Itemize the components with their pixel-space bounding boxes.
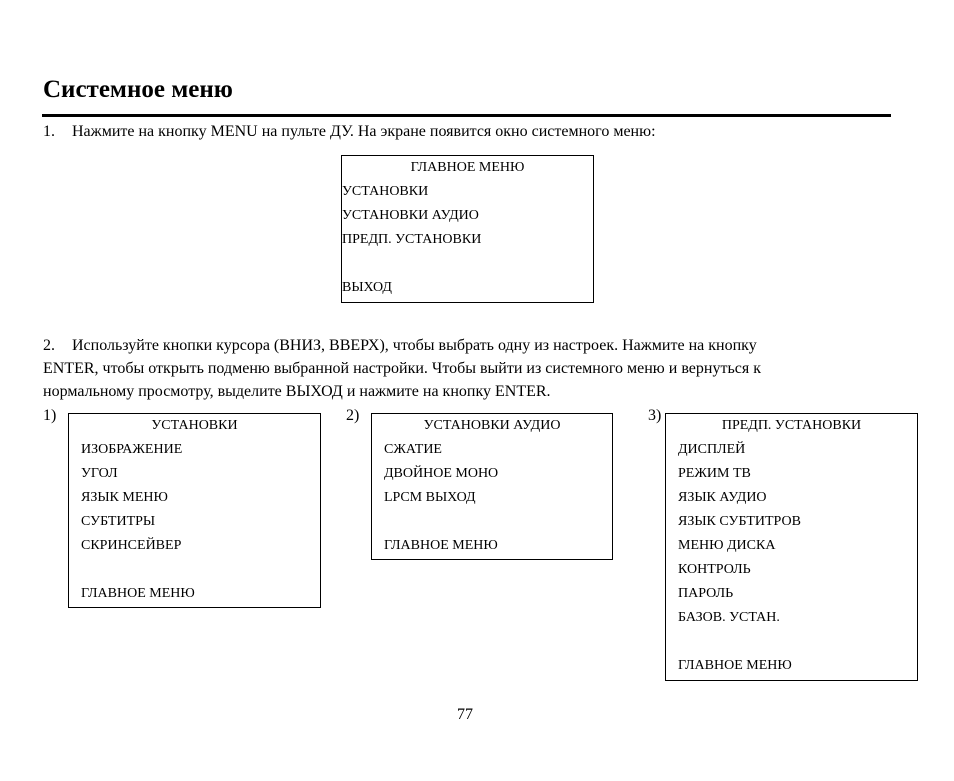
main-menu-item-preferences: ПРЕДП. УСТАНОВКИ [342, 232, 482, 247]
step-2-line-1 [43, 334, 757, 357]
main-menu-item-audio-setup: УСТАНОВКИ АУДИО [342, 208, 479, 223]
page-number: 77 [457, 706, 473, 723]
submenu-audio-item: СЖАТИЕ [384, 442, 442, 457]
title-divider [42, 114, 891, 117]
submenu-preferences-item: ДИСПЛЕЙ [678, 442, 746, 457]
submenu-setup-item: СКРИНСЕЙВЕР [81, 538, 182, 553]
submenu-preferences-item: ЯЗЫК АУДИО [678, 490, 767, 505]
submenu-audio-item: LPCM ВЫХОД [384, 490, 476, 505]
submenu-setup-item: УГОЛ [81, 466, 118, 481]
submenu-setup-box [68, 413, 321, 608]
main-menu-header: ГЛАВНОЕ МЕНЮ [410, 160, 525, 175]
submenu-preferences-item: МЕНЮ ДИСКА [678, 538, 776, 553]
submenu-preferences-item: БАЗОВ. УСТАН. [678, 610, 780, 625]
step-2-number: 2. [43, 337, 55, 354]
step-2-text-line-1: Используйте кнопки курсора (ВНИЗ, ВВЕРХ), чтобы выбрать одну из настроек. Нажмите на кнопку [72, 337, 757, 354]
submenu-audio-spacer [384, 510, 612, 534]
submenu-setup-item: ЯЗЫК МЕНЮ [81, 490, 168, 505]
step-1-text: Нажмите на кнопку MENU на пульте ДУ. На экране появится окно системного меню: [72, 123, 656, 140]
submenu-setup-header: УСТАНОВКИ [151, 418, 238, 433]
main-menu-item-exit: ВЫХОД [342, 280, 392, 295]
submenu-preferences-spacer [678, 630, 917, 654]
step-1-number: 1. [43, 123, 55, 140]
submenu-2-label: 2) [346, 407, 360, 424]
main-menu-spacer [342, 252, 593, 276]
submenu-setup-item: СУБТИТРЫ [81, 514, 156, 529]
submenu-3-label: 3) [648, 407, 662, 424]
submenu-preferences-box [665, 413, 918, 681]
submenu-audio-footer: ГЛАВНОЕ МЕНЮ [384, 538, 498, 553]
submenu-audio-item: ДВОЙНОЕ МОНО [384, 466, 499, 481]
submenu-setup-footer: ГЛАВНОЕ МЕНЮ [81, 586, 195, 601]
submenu-audio-box [371, 413, 613, 560]
page-title: Системное меню [43, 76, 233, 103]
submenu-preferences-item: РЕЖИМ ТВ [678, 466, 751, 481]
main-menu-box [341, 155, 594, 303]
submenu-preferences-header: ПРЕДП. УСТАНОВКИ [721, 418, 862, 433]
submenu-setup-spacer [81, 558, 320, 582]
step-2-line-3: нормальному просмотру, выделите ВЫХОД и нажмите на кнопку ENTER. [43, 383, 551, 400]
submenu-audio-header: УСТАНОВКИ АУДИО [423, 418, 561, 433]
submenu-preferences-item: ЯЗЫК СУБТИТРОВ [678, 514, 801, 529]
submenu-preferences-item: ПАРОЛЬ [678, 586, 734, 601]
main-menu-item-setup: УСТАНОВКИ [342, 184, 429, 199]
step-1-paragraph [43, 120, 656, 143]
submenu-preferences-footer: ГЛАВНОЕ МЕНЮ [678, 658, 792, 673]
submenu-preferences-item: КОНТРОЛЬ [678, 562, 751, 577]
step-2-line-2: ENTER, чтобы открыть подменю выбранной настройки. Чтобы выйти из системного меню и вернуться к [43, 360, 761, 377]
submenu-setup-item: ИЗОБРАЖЕНИЕ [81, 442, 183, 457]
submenu-1-label: 1) [43, 407, 57, 424]
